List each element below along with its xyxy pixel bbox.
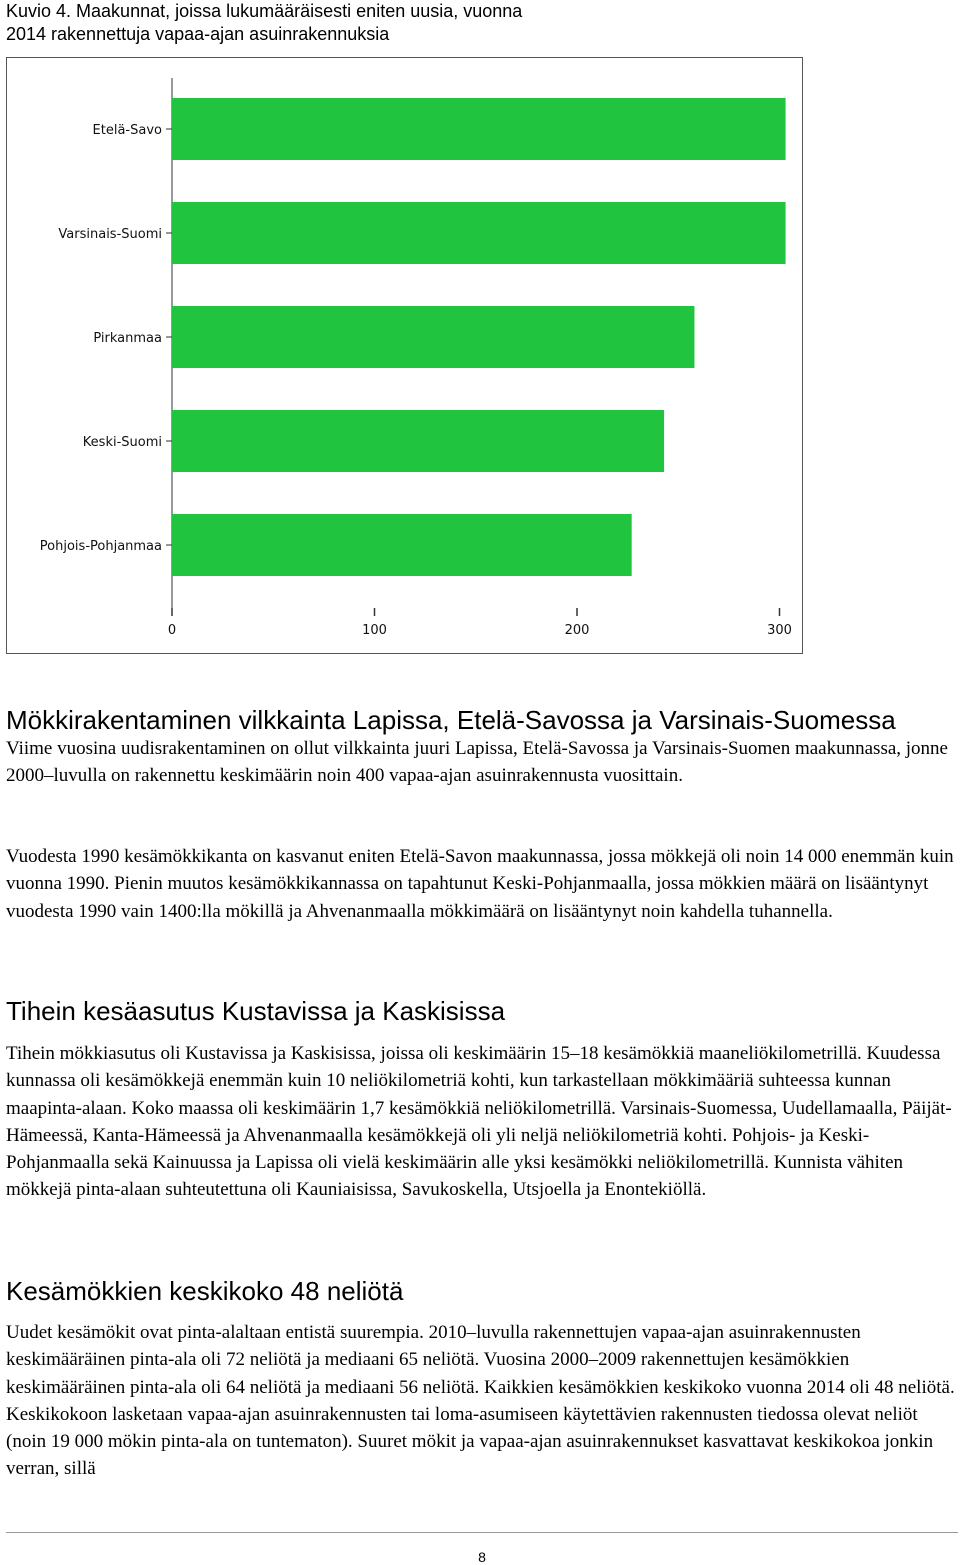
paragraph: Tihein mökkiasutus oli Kustavissa ja Kaskisissa, joissa oli keskimäärin 15–18 kesämökkiä maaneliökilometrillä. Kuudessa kunnassa oli kesämökkejä enemmän kuin 10 neliökilometriä kohti, kun tarkastellaan mökkimääriä suhteessa kunnan maapinta-alaan. Koko maassa oli keskimäärin 1,7 kesämökkiä neliökilometrillä. Varsinais-Suomessa, Uudellamaalla, Päijät-Hämeessä, Kanta-Hämeessä ja Ahvenanmaalla kesämökkejä oli yli neljä neliökilometriä kohti. Pohjois- ja Keski-Pohjanmaalla sekä Kainuussa ja Lapissa oli vielä keskimäärin alle yksi kesämökki neliökilometrillä. Kunnista vähiten mökkejä pinta-alaan suhteutettuna oli Kauniaisissa, Savukoskella, Utsjoella ja Enontekiöllä. (6, 1043, 952, 1201)
section-heading-mokkirakentaminen: Mökkirakentaminen vilkkainta Lapissa, Etelä-Savossa ja Varsinais-Suomessa (6, 705, 896, 735)
footer-divider (6, 1532, 958, 1533)
category-label: Pirkanmaa (93, 331, 162, 346)
x-tick-label: 200 (564, 623, 590, 638)
bar-pohjois-pohjanmaa (172, 514, 632, 576)
page-number: 8 (478, 1549, 486, 1565)
category-label: Pohjois-Pohjanmaa (39, 539, 162, 554)
category-label: Keski-Suomi (82, 435, 162, 450)
category-label: Varsinais-Suomi (58, 227, 162, 242)
figure-caption-line-1: Kuvio 4. Maakunnat, joissa lukumääräisesti eniten uusia, vuonna (6, 1, 523, 21)
x-tick-label: 300 (767, 623, 792, 638)
bar-pirkanmaa (172, 306, 694, 368)
paragraph: Viime vuosina uudisrakentaminen on ollut vilkkainta juuri Lapissa, Etelä-Savossa ja Varsinais-Suomen maakunnassa, jonne 2000–luvulla on rakennettu keskimäärin noin 400 vapaa-ajan asuinrakennusta vuosittain. (6, 738, 948, 787)
paragraph: Uudet kesämökit ovat pinta-alaltaan entistä suurempia. 2010–luvulla rakennettujen vapaa-ajan asuinrakennusten keskimääräinen pinta-ala oli 72 neliötä ja mediaani 65 neliötä. Vuosina 2000–2009 rakennettujen kesämökkien keskimääräinen pinta-ala oli 64 neliötä ja mediaani 56 neliötä. Kaikkien kesämökkien keskikoko vuonna 2014 oli 48 neliötä. Keskikokoon lasketaan vapaa-ajan asuinrakennusten tai loma-asumiseen käytettävien rakennusten tiedossa olevat neliöt (noin 19 000 mökin pinta-ala on tuntematon). Suuret mökit ja vapaa-ajan asuinrakennukset kasvattavat keskikokoa jonkin verran, sillä (6, 1322, 955, 1480)
section-heading-keskikoko: Kesämökkien keskikoko 48 neliötä (6, 1276, 404, 1306)
bar-chart (6, 57, 803, 654)
figure-caption-line-2: 2014 rakennettuja vapaa-ajan asuinrakennuksia (6, 24, 390, 44)
paragraph: Vuodesta 1990 kesämökkikanta on kasvanut eniten Etelä-Savon maakunnassa, jossa mökkejä oli noin 14 000 enemmän kuin vuonna 1990. Pienin muutos kesämökkikannassa on tapahtunut Keski-Pohjanmaalla, jossa mökkien määrä on lisääntynyt vuodesta 1990 vain 1400:lla mökillä ja Ahvenanmaalla mökkimäärä on lisääntynyt noin kahdella tuhannella. (6, 846, 954, 922)
bar-etelä-savo (172, 98, 786, 160)
x-tick-label: 0 (167, 623, 177, 638)
bar-varsinais-suomi (172, 202, 786, 264)
figure-caption (6, 0, 706, 46)
category-label: Etelä-Savo (92, 123, 162, 138)
x-tick-label: 100 (362, 623, 387, 638)
bar-chart-svg (7, 58, 804, 655)
bar-keski-suomi (172, 410, 664, 472)
section-heading-tihein-kesaasutus: Tihein kesäasutus Kustavissa ja Kaskisissa (6, 996, 506, 1026)
